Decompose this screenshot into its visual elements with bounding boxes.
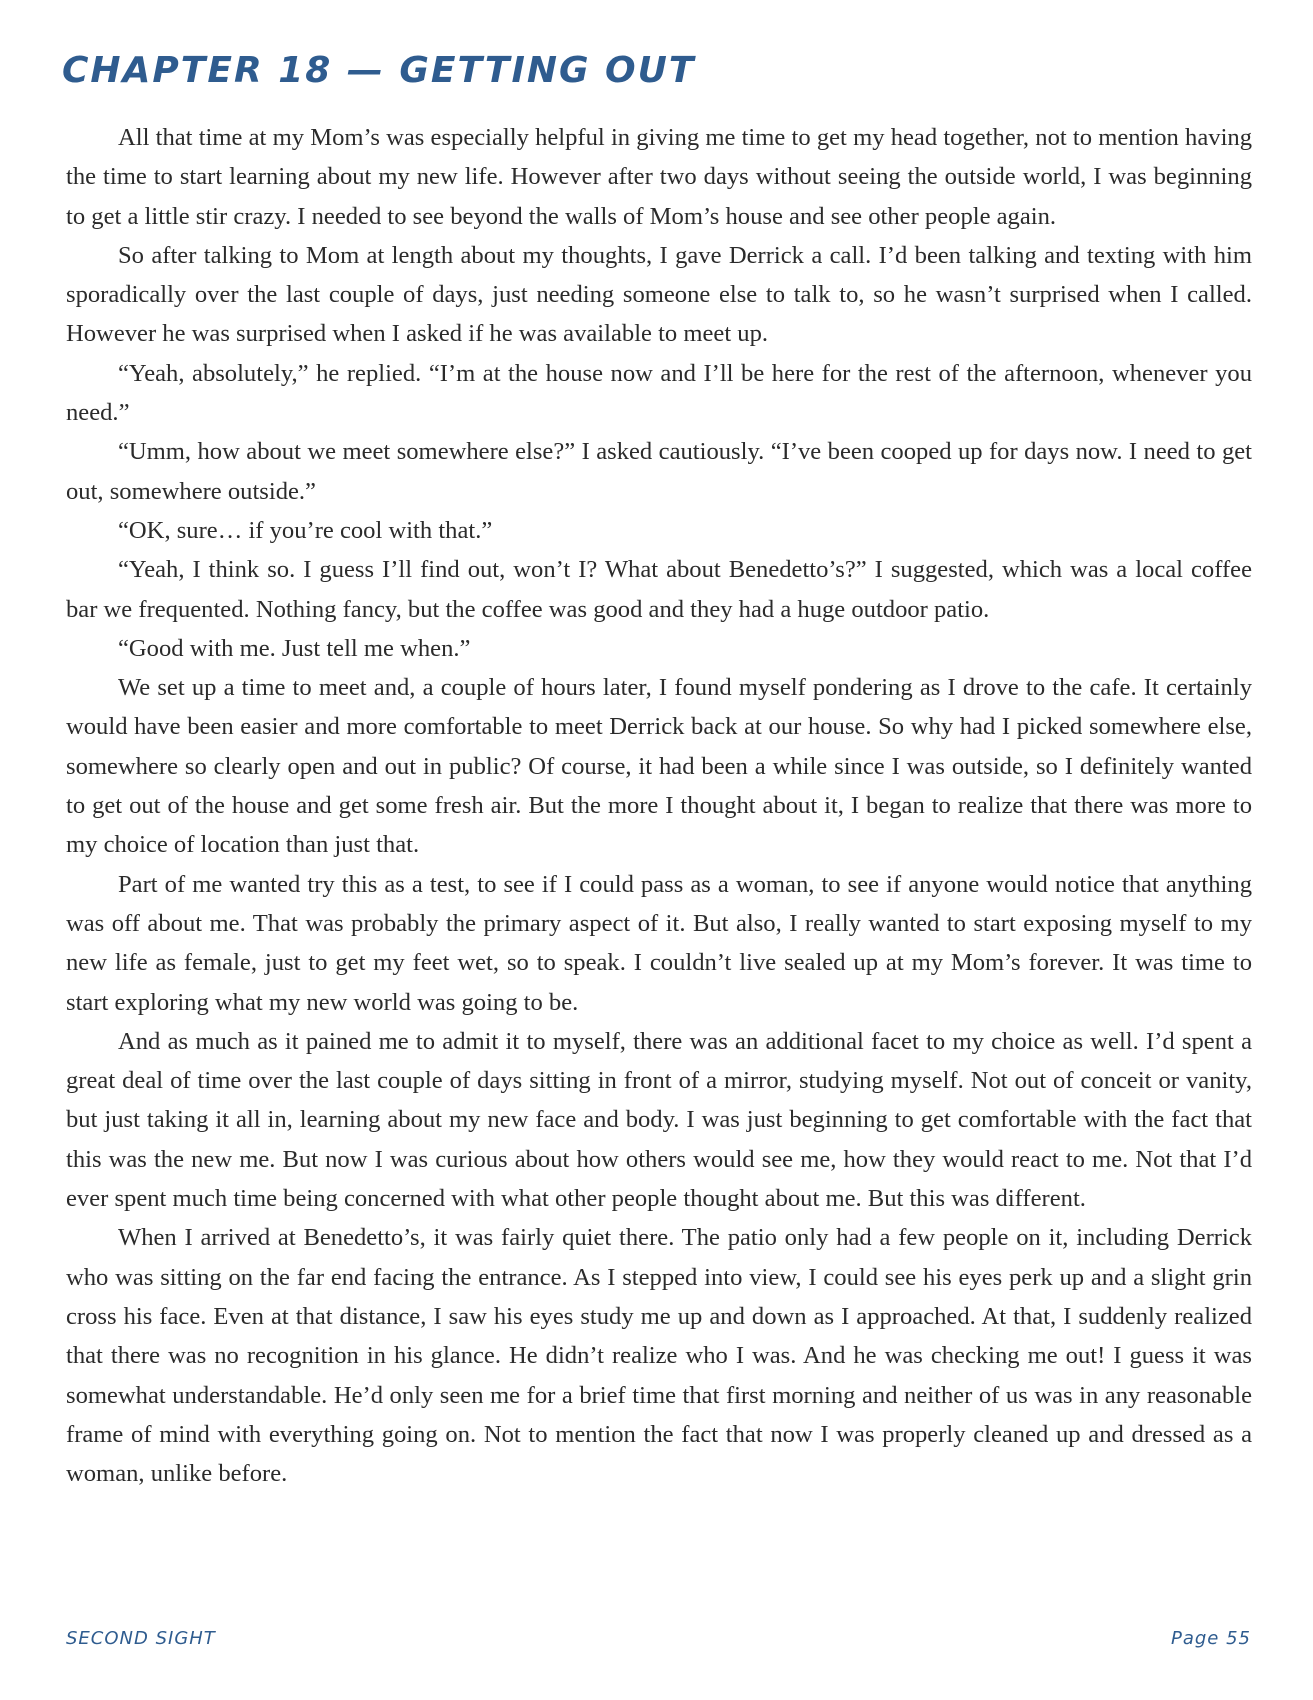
paragraph: We set up a time to meet and, a couple of hours later, I found myself pondering as I drove to the cafe. It certainly would have been easier and more comfortable to meet Derrick back at our house. So why had I picked somewhere else, somewhere so clearly open and out in public? Of course, it had been a while since I was outside, so I definitely wanted to get out of the house and get some fresh air. But the more I thought about it, I began to realize that there was more to my choice of location than just that.: [66, 674, 1252, 859]
chapter-title: CHAPTER 18 — GETTING OUT: [62, 50, 696, 91]
paragraph: “Umm, how about we meet somewhere else?” I asked cautiously. “I’ve been cooped up for days now. I need to get out, somewhere outside.”: [66, 438, 1252, 505]
paragraph: So after talking to Mom at length about my thoughts, I gave Derrick a call. I’d been talking and texting with him sporadically over the last couple of days, just needing someone else to talk to, so he wasn’t surprised when I called. However he was surprised when I asked if he was available to meet up.: [66, 241, 1252, 348]
chapter-body: [66, 118, 1252, 1493]
paragraph: When I arrived at Benedetto’s, it was fairly quiet there. The patio only had a few people on it, including Derrick who was sitting on the far end facing the entrance. As I stepped into view, I could see his eyes perk up and a slight grin cross his face. Even at that distance, I saw his eyes study me up and down as I approached. At that, I suddenly realized that there was no recognition in his glance. He didn’t realize who I was. And he was checking me out! I guess it was somewhat understandable. He’d only seen me for a brief time that first morning and neither of us was in any reasonable frame of mind with everything going on. Not to mention the fact that now I was properly cleaned up and dressed as a woman, unlike before.: [66, 1224, 1252, 1488]
paragraph: “Good with me. Just tell me when.”: [118, 634, 471, 662]
paragraph: “Yeah, absolutely,” he replied. “I’m at the house now and I’ll be here for the rest of the afternoon, whenever you need.”: [66, 359, 1252, 427]
footer-book-title: SECOND SIGHT: [66, 1628, 216, 1649]
paragraph: And as much as it pained me to admit it to myself, there was an additional facet to my choice as well. I’d spent a great deal of time over the last couple of days sitting in front of a mirror, studying myself. Not out of conceit or vanity, but just taking it all in, learning about my new face and body. I was just beginning to get comfortable with the fact that this was the new me. But now I was curious about how others would see me, how they would react to me. Not that I’d ever spent much time being concerned with what other people thought about me. But this was different.: [66, 1027, 1252, 1213]
paragraph: Part of me wanted try this as a test, to see if I could pass as a woman, to see if anyone would notice that anything was off about me. That was probably the primary aspect of it. But also, I really wanted to start exposing myself to my new life as female, just to get my feet wet, so to speak. I couldn’t live sealed up at my Mom’s forever. It was time to start exploring what my new world was going to be.: [66, 870, 1252, 1016]
paragraph: “Yeah, I think so. I guess I’ll find out, won’t I? What about Benedetto’s?” I suggested, which was a local coffee bar we frequented. Nothing fancy, but the coffee was good and they had a huge outdoor patio.: [66, 556, 1252, 623]
footer-page-number: Page 55: [1170, 1628, 1251, 1649]
paragraph: “OK, sure… if you’re cool with that.”: [118, 516, 493, 544]
paragraph: All that time at my Mom’s was especially helpful in giving me time to get my head together, not to mention having the time to start learning about my new life. However after two days without seeing the outside world, I was beginning to get a little stir crazy. I needed to see beyond the walls of Mom’s house and see other people again.: [66, 124, 1252, 230]
